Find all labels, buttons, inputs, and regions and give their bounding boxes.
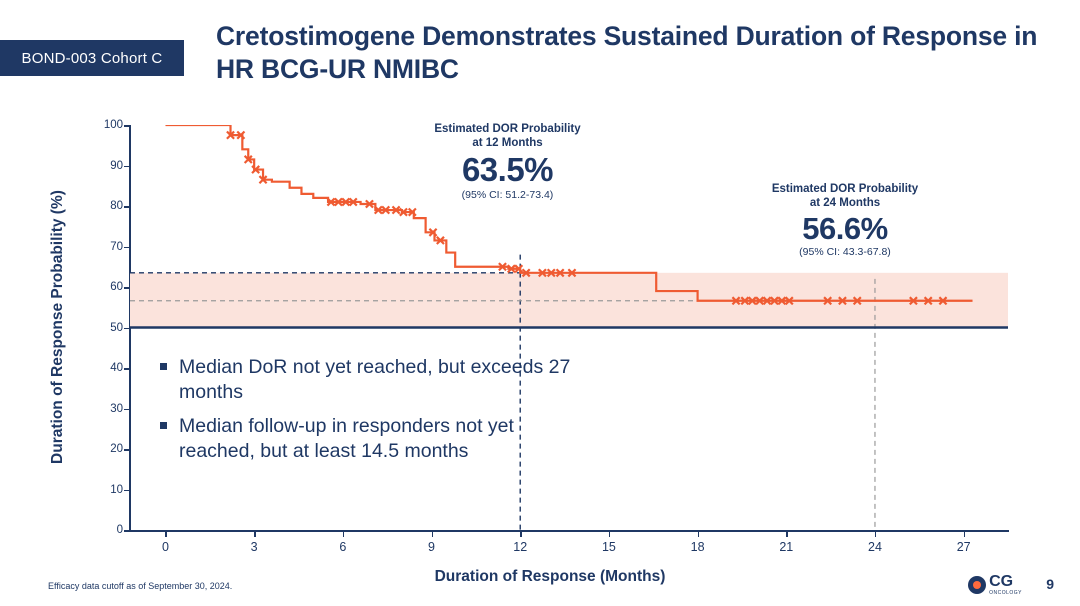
x-axis-tick-mark [964,531,966,537]
x-axis-tick-mark [875,531,877,537]
y-axis-tick-label: 40 [110,362,123,374]
x-axis-tick-label: 6 [339,540,347,554]
y-axis-tick-mark [124,530,130,532]
bullet-square-icon [160,422,167,429]
x-axis-tick-label: 24 [868,540,882,554]
x-axis-tick-mark [343,531,345,537]
annotation-24-ci: (95% CI: 43.3-67.8) [799,246,891,259]
x-axis-tick-label: 12 [513,540,528,554]
y-axis-tick-label: 70 [110,240,123,253]
annotation-dor-24-months [700,182,990,260]
x-axis-tick-mark [786,531,788,537]
y-axis-tick-label: 30 [110,402,123,415]
list-item-label: Median follow-up in responders not yet reached, but at least 14.5 months [179,414,514,463]
list-item-label: Median DoR not yet reached, but exceeds 27 months [179,356,571,404]
annotation-24-caption-line1: Estimated DOR Probability [771,183,919,195]
logo-subtext: ONCOLOGY [989,590,1022,596]
annotation-24-value: 56.6% [802,210,888,246]
y-axis-tick-label: 100 [103,119,123,131]
logo-mark-icon [968,576,986,594]
x-axis-tick-mark [698,531,700,537]
x-axis-tick-label: 3 [250,540,258,554]
x-axis-tick-label: 15 [601,540,616,554]
y-axis-tick-label: 50 [110,321,123,334]
x-axis-tick-mark [165,531,167,537]
annotation-12-ci: (95% CI: 51.2-73.4) [461,188,554,201]
footnote: Efficacy data cutoff as of September 30, 2024. [48,581,233,591]
y-axis-title: Duration of Response Probability (%) [49,190,66,464]
x-axis-tick-label: 0 [161,540,169,554]
y-axis-tick-label: 60 [110,281,123,293]
logo-text: CG [989,573,1014,590]
page-title: Cretostimogene Demonstrates Sustained Duration of Response in HR BCG-UR NMIBC [216,21,1038,85]
key-findings-list [160,355,580,472]
list-item [160,355,580,406]
list-item [160,414,580,465]
x-axis-tick-label: 9 [428,540,435,554]
x-axis-tick-mark [609,531,611,537]
x-axis-tick-mark [520,531,522,537]
annotation-12-value: 63.5% [461,150,554,188]
y-axis-tick-label: 0 [116,524,123,536]
x-axis-tick-mark [254,531,256,537]
cohort-badge: BOND-003 Cohort C [0,40,184,76]
page-number: 9 [1046,576,1054,592]
x-axis-tick-label: 27 [956,540,971,554]
x-axis-tick-label: 18 [690,540,705,554]
y-axis-tick-label: 80 [110,200,123,212]
annotation-dor-12-months [380,122,635,202]
y-axis-tick-label: 90 [110,159,123,172]
x-axis-tick-mark [432,531,434,537]
y-axis-tick-label: 10 [110,483,123,496]
annotation-12-caption-line1: Estimated DOR Probability [434,123,581,135]
x-axis-tick-label: 21 [779,540,794,554]
x-axis-line [129,530,1009,532]
y-axis-tick-label: 20 [110,443,123,455]
x-axis-title: Duration of Response (Months) [434,568,666,585]
bullet-square-icon [160,363,167,370]
annotation-24-caption-line2: at 24 Months [809,197,881,210]
cg-oncology-logo [968,574,1022,596]
annotation-12-caption-line2: at 12 Months [472,137,543,150]
